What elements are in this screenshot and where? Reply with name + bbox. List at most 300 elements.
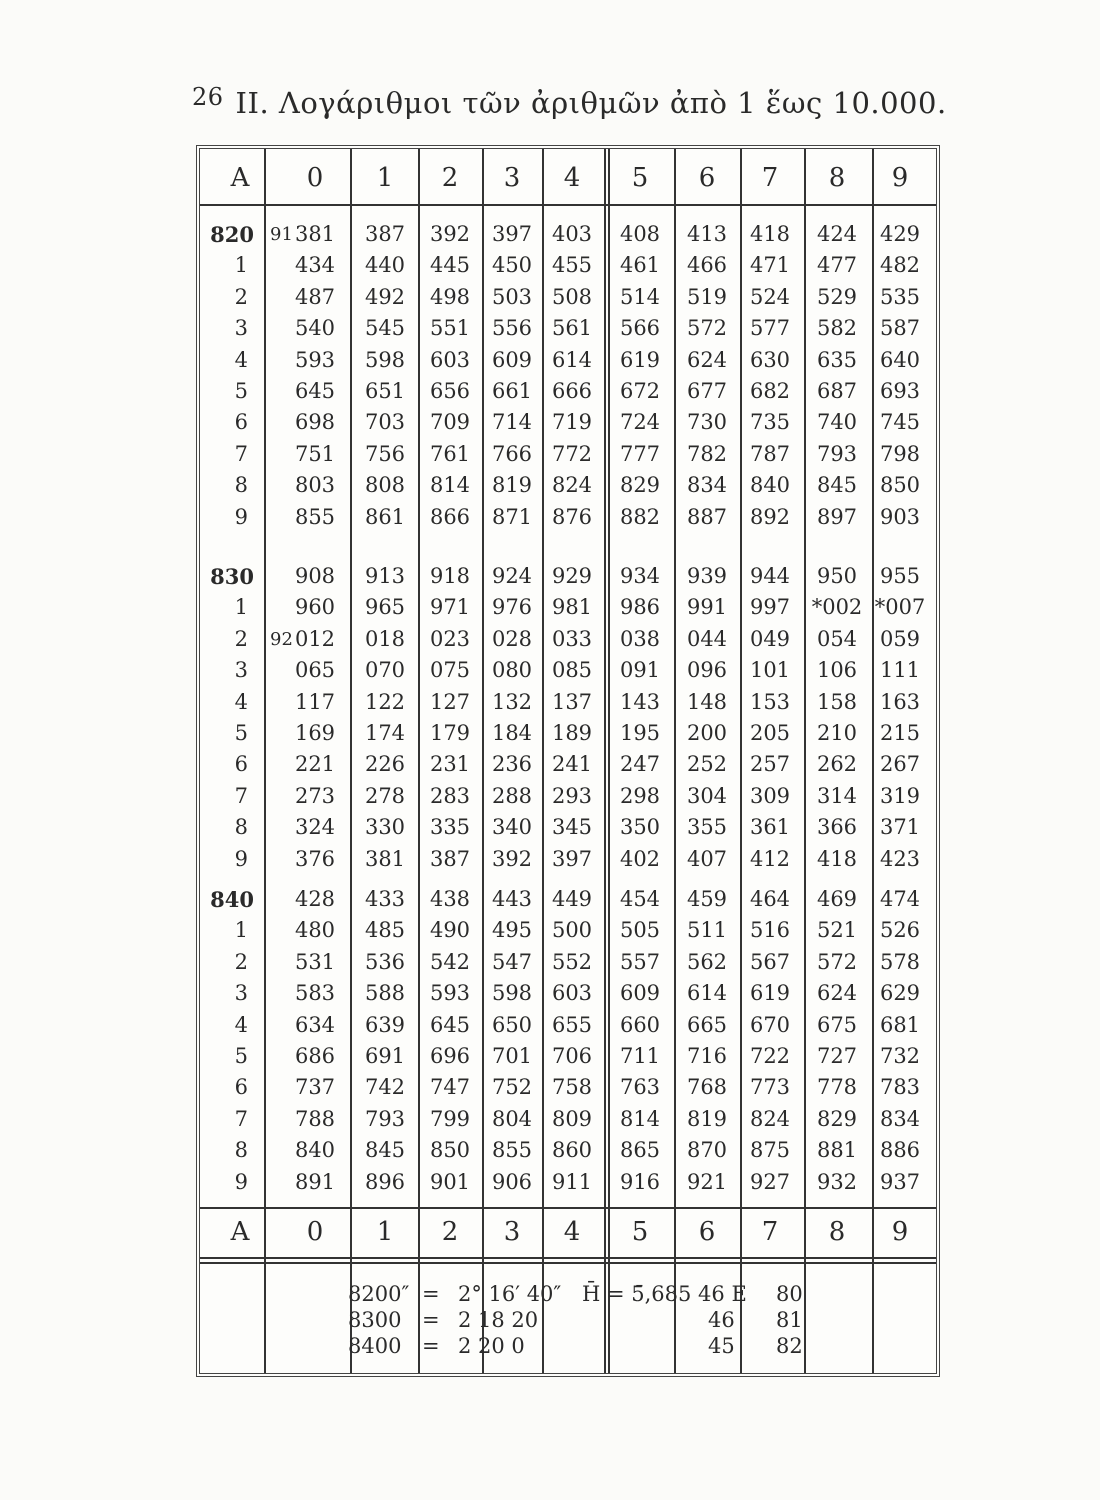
column-header: 5 <box>631 163 649 193</box>
table-cell: 845 <box>364 1138 406 1163</box>
table-cell: 545 <box>364 316 406 341</box>
row-argument: 6 <box>234 752 248 777</box>
table-cell: 397 <box>551 846 593 871</box>
table-cell: 886 <box>879 1138 921 1163</box>
table-cell: 461 <box>619 253 661 278</box>
table-cell: 070 <box>364 658 406 683</box>
table-cell: 033 <box>551 626 593 651</box>
table-cell: 508 <box>551 284 593 309</box>
table-cell: 882 <box>619 504 661 529</box>
table-cell: 587 <box>879 316 921 341</box>
table-cell: 158 <box>816 689 858 714</box>
table-cell: 117 <box>294 689 336 714</box>
table-cell: 054 <box>816 626 858 651</box>
table-cell: 466 <box>686 253 728 278</box>
table-cell: 169 <box>294 721 336 745</box>
table-cell: 148 <box>686 689 728 714</box>
table-cell: 855 <box>294 504 336 529</box>
table-cell: 861 <box>364 504 406 529</box>
column-header: 0 <box>306 163 324 193</box>
table-cell: 778 <box>816 1075 858 1100</box>
table-cell: 687 <box>816 379 858 403</box>
table-cell: 981 <box>551 595 593 620</box>
table-cell: 429 <box>879 222 921 246</box>
table-cell: 782 <box>686 441 728 466</box>
row-rule <box>200 1207 936 1209</box>
table-cell: 666 <box>551 379 593 403</box>
table-cell: 866 <box>429 504 471 529</box>
table-cell: *007 <box>874 595 926 620</box>
table-cell: 547 <box>491 949 533 974</box>
row-argument: 3 <box>234 316 248 341</box>
table-cell: 330 <box>364 815 406 840</box>
table-cell: 524 <box>749 284 791 309</box>
row-rule <box>200 1262 936 1264</box>
table-cell: 535 <box>879 284 921 309</box>
column-rule <box>604 149 606 1373</box>
footer-column-header: 3 <box>503 1217 521 1247</box>
table-cell: 656 <box>429 379 471 403</box>
table-cell: 059 <box>879 626 921 651</box>
table-cell: 424 <box>816 222 858 246</box>
table-cell: 696 <box>429 1044 471 1068</box>
footer-column-header: 8 <box>828 1217 846 1247</box>
table-cell: 693 <box>879 379 921 403</box>
footer-equals: = <box>422 1282 440 1306</box>
table-cell: 314 <box>816 783 858 808</box>
table-cell: 640 <box>879 347 921 372</box>
row-argument: 4 <box>234 689 248 714</box>
table-cell: 598 <box>491 981 533 1006</box>
table-cell: 675 <box>816 1012 858 1037</box>
table-cell: 023 <box>429 626 471 651</box>
table-cell: 490 <box>429 918 471 943</box>
table-cell: 454 <box>619 887 661 911</box>
row-argument: 7 <box>234 783 248 808</box>
table-cell: 850 <box>879 473 921 498</box>
table-cell: 531 <box>294 949 336 974</box>
table-cell: 418 <box>749 222 791 246</box>
table-cell: 085 <box>551 658 593 683</box>
table-cell: 819 <box>686 1106 728 1131</box>
footer-equals: = <box>422 1308 440 1332</box>
table-cell: 829 <box>619 473 661 498</box>
table-cell: 487 <box>294 284 336 309</box>
table-cell: 727 <box>816 1044 858 1068</box>
row-argument: 7 <box>234 441 248 466</box>
table-cell: 361 <box>749 815 791 840</box>
table-cell: 639 <box>364 1012 406 1037</box>
table-cell: 526 <box>879 918 921 943</box>
footer-value: 8400 <box>348 1334 402 1358</box>
table-cell: 716 <box>686 1044 728 1068</box>
footer-column-header: 6 <box>698 1217 716 1247</box>
page-title: II. Λογάριθμοι τῶν ἀριθμῶν ἀπὸ 1 ἕως 10.000. <box>235 86 947 120</box>
table-cell: 903 <box>879 504 921 529</box>
table-cell: 018 <box>364 626 406 651</box>
table-cell: 635 <box>816 347 858 372</box>
row-argument: 1 <box>234 918 248 943</box>
table-cell: 408 <box>619 222 661 246</box>
table-cell: 593 <box>429 981 471 1006</box>
table-cell: 503 <box>491 284 533 309</box>
footer-column-header: 5 <box>631 1217 649 1247</box>
table-cell: 440 <box>364 253 406 278</box>
table-cell: 132 <box>491 689 533 714</box>
table-cell: 557 <box>619 949 661 974</box>
table-cell: 477 <box>816 253 858 278</box>
table-cell: 944 <box>749 564 791 588</box>
table-cell: 402 <box>619 846 661 871</box>
table-cell: 672 <box>619 379 661 403</box>
table-cell: 443 <box>491 887 533 911</box>
table-cell: 137 <box>551 689 593 714</box>
row-argument: 8 <box>234 815 248 840</box>
row-argument: 2 <box>234 284 248 309</box>
table-cell: 834 <box>879 1106 921 1131</box>
column-rule <box>804 149 806 1373</box>
table-cell: 855 <box>491 1138 533 1163</box>
table-cell: 236 <box>491 752 533 777</box>
table-cell: 542 <box>429 949 471 974</box>
table-cell: 892 <box>749 504 791 529</box>
table-cell: 891 <box>294 1169 336 1194</box>
table-cell: 934 <box>619 564 661 588</box>
table-cell: 918 <box>429 564 471 588</box>
table-cell: 686 <box>294 1044 336 1068</box>
table-cell: 740 <box>816 410 858 435</box>
table-cell: 997 <box>749 595 791 620</box>
page-header <box>192 83 947 120</box>
column-header: 3 <box>503 163 521 193</box>
table-cell: 682 <box>749 379 791 403</box>
table-cell: 540 <box>294 316 336 341</box>
table-cell: 221 <box>294 752 336 777</box>
table-cell: 793 <box>816 441 858 466</box>
row-argument: 4 <box>234 347 248 372</box>
footer-angle: 2 20 0 <box>458 1334 525 1358</box>
row-argument: 7 <box>234 1106 248 1131</box>
table-cell: 665 <box>686 1012 728 1037</box>
table-cell: 814 <box>619 1106 661 1131</box>
table-cell: 267 <box>879 752 921 777</box>
table-cell: 283 <box>429 783 471 808</box>
footer-h-value: 45 <box>708 1334 735 1358</box>
table-cell: 551 <box>429 316 471 341</box>
row-argument: 9 <box>234 846 248 871</box>
table-cell: 650 <box>491 1012 533 1037</box>
table-cell: 529 <box>816 284 858 309</box>
table-cell: 840 <box>749 473 791 498</box>
table-cell: 860 <box>551 1138 593 1163</box>
table-cell: 722 <box>749 1044 791 1068</box>
row-argument: 1 <box>234 253 248 278</box>
row-argument: 9 <box>234 1169 248 1194</box>
row-argument: 840 <box>210 887 254 912</box>
table-cell: 752 <box>491 1075 533 1100</box>
table-cell: 651 <box>364 379 406 403</box>
table-cell: 937 <box>879 1169 921 1194</box>
table-cell: 582 <box>816 316 858 341</box>
table-cell: 366 <box>816 815 858 840</box>
table-cell: 091 <box>619 658 661 683</box>
row-argument: 830 <box>210 564 254 589</box>
table-cell: 298 <box>619 783 661 808</box>
table-cell: 745 <box>879 410 921 435</box>
table-cell: 655 <box>551 1012 593 1037</box>
table-cell: 278 <box>364 783 406 808</box>
table-cell: 335 <box>429 815 471 840</box>
table-cell: 572 <box>816 949 858 974</box>
table-cell: 215 <box>879 721 921 745</box>
table-cell: 906 <box>491 1169 533 1194</box>
table-cell: 143 <box>619 689 661 714</box>
table-cell: 505 <box>619 918 661 943</box>
table-cell: 698 <box>294 410 336 435</box>
footer-equals: = <box>422 1334 440 1358</box>
table-cell: 434 <box>294 253 336 278</box>
table-cell: 474 <box>879 887 921 911</box>
table-cell: 624 <box>686 347 728 372</box>
table-cell: 986 <box>619 595 661 620</box>
table-cell: 916 <box>619 1169 661 1194</box>
table-cell: 701 <box>491 1044 533 1068</box>
table-cell: 887 <box>686 504 728 529</box>
table-cell: 257 <box>749 752 791 777</box>
table-cell: 609 <box>619 981 661 1006</box>
table-cell: 965 <box>364 595 406 620</box>
table-cell: 293 <box>551 783 593 808</box>
table-cell: 763 <box>619 1075 661 1100</box>
table-cell: 210 <box>816 721 858 745</box>
table-cell: 500 <box>551 918 593 943</box>
footer-h-value: H̄ = 5̄,685 46 E <box>582 1282 747 1306</box>
table-cell: 413 <box>686 222 728 246</box>
table-cell: 819 <box>491 473 533 498</box>
table-cell: 262 <box>816 752 858 777</box>
table-cell: 577 <box>749 316 791 341</box>
table-cell: 449 <box>551 887 593 911</box>
table-cell: 438 <box>429 887 471 911</box>
table-cell: 840 <box>294 1138 336 1163</box>
table-cell: 777 <box>619 441 661 466</box>
table-cell: 567 <box>749 949 791 974</box>
table-cell: 783 <box>879 1075 921 1100</box>
table-cell: 376 <box>294 846 336 871</box>
table-cell: 184 <box>491 721 533 745</box>
table-cell: 200 <box>686 721 728 745</box>
table-cell: 226 <box>364 752 406 777</box>
table-cell: 397 <box>491 222 533 246</box>
table-cell: 392 <box>429 222 471 246</box>
table-cell: 603 <box>551 981 593 1006</box>
table-cell: 950 <box>816 564 858 588</box>
table-cell: 407 <box>686 846 728 871</box>
table-cell: 788 <box>294 1106 336 1131</box>
table-cell: 804 <box>491 1106 533 1131</box>
table-cell: 976 <box>491 595 533 620</box>
table-cell: 428 <box>294 887 336 911</box>
table-cell: 798 <box>879 441 921 466</box>
table-cell: 719 <box>551 410 593 435</box>
table-cell: 247 <box>619 752 661 777</box>
table-cell: 772 <box>551 441 593 466</box>
table-cell: 012 <box>294 626 336 651</box>
column-header: 1 <box>376 163 394 193</box>
row-argument: 8 <box>234 1138 248 1163</box>
table-cell: 381 <box>364 846 406 871</box>
table-cell: 845 <box>816 473 858 498</box>
table-cell: 921 <box>686 1169 728 1194</box>
table-cell: 670 <box>749 1012 791 1037</box>
table-cell: 897 <box>816 504 858 529</box>
table-cell: 773 <box>749 1075 791 1100</box>
table-cell: 519 <box>686 284 728 309</box>
table-cell: 881 <box>816 1138 858 1163</box>
table-cell: 498 <box>429 284 471 309</box>
column-header: 7 <box>761 163 779 193</box>
table-cell: 309 <box>749 783 791 808</box>
table-cell: 065 <box>294 658 336 683</box>
table-cell: *002 <box>811 595 863 620</box>
table-cell: 350 <box>619 815 661 840</box>
table-cell: 556 <box>491 316 533 341</box>
table-cell: 241 <box>551 752 593 777</box>
table-cell: 469 <box>816 887 858 911</box>
table-cell: 572 <box>686 316 728 341</box>
table-cell: 433 <box>364 887 406 911</box>
row-argument: 1 <box>234 595 248 620</box>
table-cell: 578 <box>879 949 921 974</box>
table-cell: 464 <box>749 887 791 911</box>
table-cell: 809 <box>551 1106 593 1131</box>
table-cell: 127 <box>429 689 471 714</box>
table-cell: 355 <box>686 815 728 840</box>
table-cell: 418 <box>816 846 858 871</box>
row-argument: 3 <box>234 658 248 683</box>
table-cell: 645 <box>294 379 336 403</box>
table-cell: 619 <box>619 347 661 372</box>
table-cell: 471 <box>749 253 791 278</box>
table-cell: 049 <box>749 626 791 651</box>
table-cell: 768 <box>686 1075 728 1100</box>
table-cell: 111 <box>879 658 921 683</box>
table-cell: 908 <box>294 564 336 588</box>
table-cell: 588 <box>364 981 406 1006</box>
footer-column-header: 7 <box>761 1217 779 1247</box>
table-cell: 871 <box>491 504 533 529</box>
table-cell: 735 <box>749 410 791 435</box>
table-cell: 075 <box>429 658 471 683</box>
table-cell: 101 <box>749 658 791 683</box>
log-table <box>196 145 940 1377</box>
table-cell: 028 <box>491 626 533 651</box>
mantissa-prefix: 92 <box>270 628 293 650</box>
table-cell: 593 <box>294 347 336 372</box>
footer-e-value: 82 <box>776 1334 803 1358</box>
table-cell: 901 <box>429 1169 471 1194</box>
table-cell: 645 <box>429 1012 471 1037</box>
table-cell: 319 <box>879 783 921 808</box>
row-argument: 3 <box>234 981 248 1006</box>
table-cell: 681 <box>879 1012 921 1037</box>
row-argument: 9 <box>234 504 248 529</box>
table-cell: 758 <box>551 1075 593 1100</box>
table-cell: 521 <box>816 918 858 943</box>
table-cell: 709 <box>429 410 471 435</box>
footer-column-header: A <box>230 1217 250 1247</box>
table-cell: 619 <box>749 981 791 1006</box>
table-cell: 929 <box>551 564 593 588</box>
table-cell: 153 <box>749 689 791 714</box>
row-argument: 8 <box>234 473 248 498</box>
table-cell: 630 <box>749 347 791 372</box>
column-header: 6 <box>698 163 716 193</box>
table-cell: 495 <box>491 918 533 943</box>
table-cell: 766 <box>491 441 533 466</box>
table-cell: 714 <box>491 410 533 435</box>
table-cell: 706 <box>551 1044 593 1068</box>
table-cell: 747 <box>429 1075 471 1100</box>
table-cell: 629 <box>879 981 921 1006</box>
table-cell: 799 <box>429 1106 471 1131</box>
table-cell: 459 <box>686 887 728 911</box>
table-cell: 742 <box>364 1075 406 1100</box>
table-cell: 932 <box>816 1169 858 1194</box>
table-cell: 870 <box>686 1138 728 1163</box>
row-argument: 5 <box>234 1044 248 1068</box>
table-cell: 793 <box>364 1106 406 1131</box>
column-rule <box>264 149 266 1373</box>
table-cell: 834 <box>686 473 728 498</box>
table-cell: 991 <box>686 595 728 620</box>
row-argument: 6 <box>234 1075 248 1100</box>
column-rule <box>350 149 352 1373</box>
column-header: 8 <box>828 163 846 193</box>
table-cell: 412 <box>749 846 791 871</box>
footer-angle: 2 18 20 <box>458 1308 539 1332</box>
column-header: 2 <box>441 163 459 193</box>
table-cell: 273 <box>294 783 336 808</box>
row-rule <box>200 1257 936 1259</box>
table-cell: 634 <box>294 1012 336 1037</box>
row-argument: 2 <box>234 949 248 974</box>
table-cell: 516 <box>749 918 791 943</box>
table-cell: 875 <box>749 1138 791 1163</box>
table-cell: 189 <box>551 721 593 745</box>
table-cell: 614 <box>551 347 593 372</box>
table-cell: 732 <box>879 1044 921 1068</box>
table-cell: 044 <box>686 626 728 651</box>
table-cell: 561 <box>551 316 593 341</box>
table-cell: 737 <box>294 1075 336 1100</box>
table-cell: 911 <box>551 1169 593 1194</box>
table-cell: 392 <box>491 846 533 871</box>
table-cell: 603 <box>429 347 471 372</box>
table-cell: 387 <box>364 222 406 246</box>
table-cell: 179 <box>429 721 471 745</box>
column-header: A <box>230 163 250 193</box>
table-cell: 955 <box>879 564 921 588</box>
table-cell: 660 <box>619 1012 661 1037</box>
table-cell: 231 <box>429 752 471 777</box>
footer-angle: 2° 16′ 40″ <box>458 1282 562 1306</box>
table-cell: 924 <box>491 564 533 588</box>
table-cell: 756 <box>364 441 406 466</box>
table-cell: 122 <box>364 689 406 714</box>
table-cell: 423 <box>879 846 921 871</box>
table-cell: 403 <box>551 222 593 246</box>
